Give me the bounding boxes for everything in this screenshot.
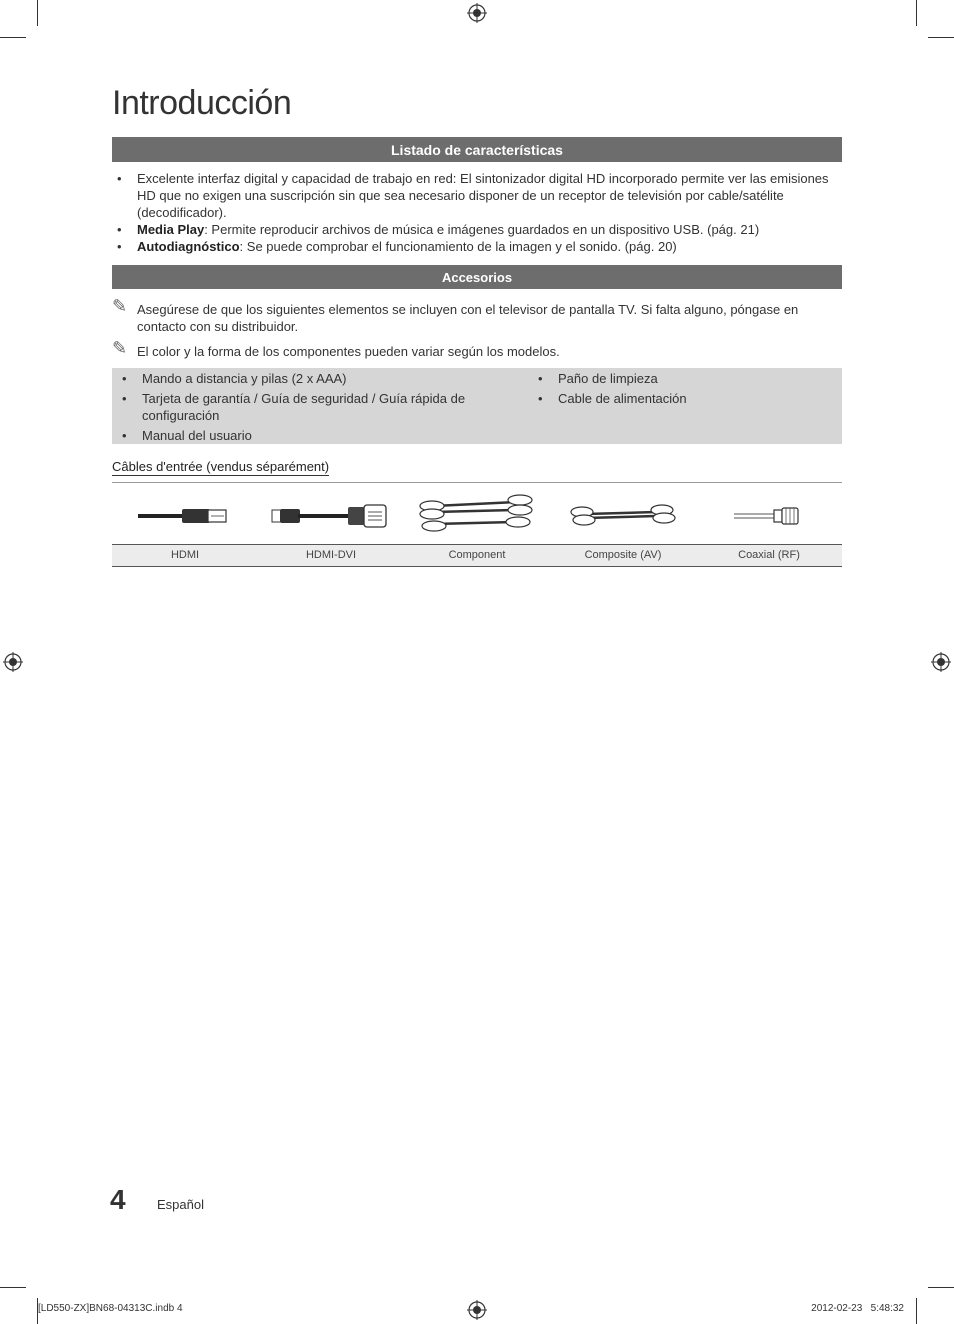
cable-label-coaxial: Coaxial (RF) — [738, 549, 800, 561]
crop-mark — [916, 0, 917, 26]
hdmi-dvi-cable-icon — [258, 488, 404, 544]
cable-label-hdmi: HDMI — [170, 549, 200, 561]
feature-name: Autodiagnóstico — [137, 239, 240, 254]
crop-mark — [928, 37, 954, 38]
bullet-icon: • — [117, 239, 122, 254]
registration-mark-icon — [467, 1300, 487, 1320]
composite-av-cable-icon — [550, 488, 696, 544]
features-section-header: Listado de características — [112, 137, 842, 162]
page-title: Introducción — [112, 84, 292, 122]
note-text: El color y la forma de los componentes pueden variar según los modelos. — [137, 344, 560, 359]
registration-mark-icon — [467, 3, 487, 23]
cables-illustrations — [112, 488, 842, 544]
list-item: • Mando a distancia y pilas (2 x AAA) — [122, 371, 347, 386]
pencil-note-icon: ✎ — [112, 338, 128, 358]
crop-mark — [0, 1287, 26, 1288]
print-timestamp: 2012-02-23 5:48:32 — [811, 1303, 904, 1314]
accessories-box — [112, 368, 842, 444]
feature-name: Media Play — [137, 222, 205, 237]
note — [112, 338, 842, 360]
list-item — [112, 170, 842, 221]
list-item — [112, 238, 842, 255]
cable-label-hdmi-dvi: HDMI-DVI — [305, 549, 357, 561]
print-file-name: [LD550-ZX]BN68-04313C.indb 4 — [38, 1303, 183, 1314]
bullet-icon: • — [122, 391, 127, 406]
cable-labels-row — [112, 544, 842, 567]
divider — [112, 482, 842, 483]
cable-label-composite: Composite (AV) — [584, 549, 662, 561]
crop-mark — [916, 1298, 917, 1324]
list-item — [112, 221, 842, 238]
registration-mark-icon — [3, 652, 23, 672]
registration-mark-icon — [931, 652, 951, 672]
bullet-icon: • — [538, 391, 543, 406]
bullet-icon: • — [538, 371, 543, 386]
component-cable-icon — [404, 488, 550, 544]
bullet-icon: • — [117, 171, 122, 186]
list-item: • Manual del usuario — [122, 428, 252, 443]
crop-mark — [0, 37, 26, 38]
feature-text: Excelente interfaz digital y capacidad de trabajo en red: El sintonizador digital HD incorporado permite ver las emisiones HD que no exigen una suscripción sin que sea necesario disponer de un receptor de televisión por cable/satélite (decodificador). — [137, 171, 829, 220]
crop-mark — [37, 0, 38, 26]
bullet-icon: • — [122, 428, 127, 443]
crop-mark — [928, 1287, 954, 1288]
accessories-section-header: Accesorios — [112, 265, 842, 289]
list-item: • Paño de limpieza — [538, 371, 658, 386]
cable-label-component: Component — [448, 549, 506, 561]
bullet-icon: • — [122, 371, 127, 386]
note — [112, 296, 842, 335]
cables-title: Câbles d'entrée (vendus séparément) — [112, 459, 330, 474]
feature-text: : Permite reproducir archivos de música e imágenes guardados en un dispositivo USB. (pág. 21) — [204, 222, 760, 237]
list-item: • Tarjeta de garantía / Guía de seguridad / Guía rápida de configuración — [122, 391, 466, 423]
bullet-icon: • — [117, 222, 122, 237]
accessories-left-column — [112, 370, 492, 447]
features-list — [112, 170, 842, 255]
coaxial-rf-cable-icon — [696, 488, 842, 544]
language-label: Español — [157, 1197, 204, 1212]
feature-text: : Se puede comprobar el funcionamiento de la imagen y el sonido. (pág. 20) — [239, 239, 677, 254]
accessories-right-column — [528, 370, 828, 410]
list-item: • Cable de alimentación — [538, 391, 687, 406]
hdmi-cable-icon — [112, 488, 258, 544]
page-number: 4 — [110, 1184, 126, 1215]
pencil-note-icon: ✎ — [112, 296, 128, 316]
note-text: Asegúrese de que los siguientes elementos se incluyen con el televisor de pantalla TV. Si falta alguno, póngase en contacto con su distribuidor. — [137, 302, 799, 334]
